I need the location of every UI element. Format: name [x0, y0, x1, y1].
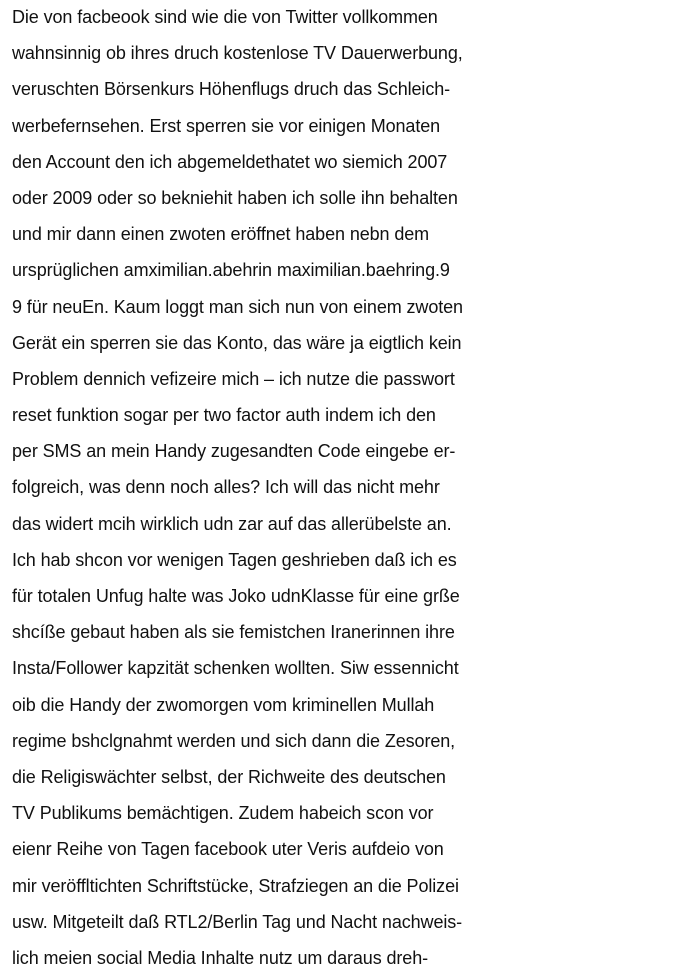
text-line-3: veruschten Börsenkurs Höhenflugs druch das Schleich- — [12, 79, 451, 100]
text-line-27: lich meien social Media Inhalte nutz um daraus dreh- — [12, 947, 429, 968]
text-line-23: TV Publikums bemächtigen. Zudem habeich scon vor — [12, 803, 434, 824]
document-text — [12, 0, 682, 976]
text-line-1: Die von facbeook sind wie die von Twitter vollkommen — [12, 7, 438, 27]
text-line-16: Ich hab shcon vor wenigen Tagen geshrieben daß ich es — [12, 549, 457, 570]
text-line-8: ursprüglichen amximilian.abehrin maximilian.baehring.9 — [12, 260, 450, 281]
text-line-9: 9 für neuEn. Kaum loggt man sich nun von einem zwoten — [12, 296, 463, 317]
text-line-17: für totalen Unfug halte was Joko udnKlasse für eine grße — [12, 586, 460, 606]
text-line-14: folgreich, was denn noch alles? Ich will das nicht mehr — [12, 477, 440, 498]
text-line-15: das widert mcih wirklich udn zar auf das allerübelste an. — [12, 513, 452, 534]
text-line-21: regime bshclgnahmt werden und sich dann die Zesoren, — [12, 730, 456, 751]
text-line-20: oib die Handy der zwomorgen vom kriminellen Mullah — [12, 694, 435, 715]
text-line-5: den Account den ich abgemeldethatet wo siemich 2007 — [12, 151, 448, 172]
text-line-22: die Religiswächter selbst, der Richweite des deutschen — [12, 766, 446, 787]
text-line-4: werbefernsehen. Erst sperren sie vor einigen Monaten — [12, 115, 441, 136]
text-line-19: Insta/Follower kapzität schenken wollten. Siw essennicht — [12, 658, 459, 679]
text-line-18: shcíße gebaut haben als sie femistchen Iranerinnen ihre — [12, 622, 455, 643]
text-line-6: oder 2009 oder so bekniehit haben ich solle ihn behalten — [12, 187, 458, 208]
text-line-25: mir veröffltichten Schriftstücke, Strafziegen an die Polizei — [12, 875, 459, 896]
text-line-10: Gerät ein sperren sie das Konto, das wäre ja eigtlich kein — [12, 332, 462, 353]
text-line-7: und mir dann einen zwoten eröffnet haben nebn dem — [12, 224, 430, 245]
text-line-2: wahnsinnig ob ihres druch kostenlose TV Dauerwerbung, — [12, 43, 463, 64]
text-line-11: Problem dennich vefizeire mich – ich nutze die passwort — [12, 368, 455, 389]
text-line-24: eienr Reihe von Tagen facebook uter Veris aufdeio von — [12, 839, 444, 860]
text-line-13: per SMS an mein Handy zugesandten Code eingebe er- — [12, 441, 456, 462]
text-line-12: reset funktion sogar per two factor auth indem ich den — [12, 405, 436, 426]
text-line-26: usw. Mitgeteilt daß RTL2/Berlin Tag und Nacht nachweis- — [12, 911, 463, 932]
